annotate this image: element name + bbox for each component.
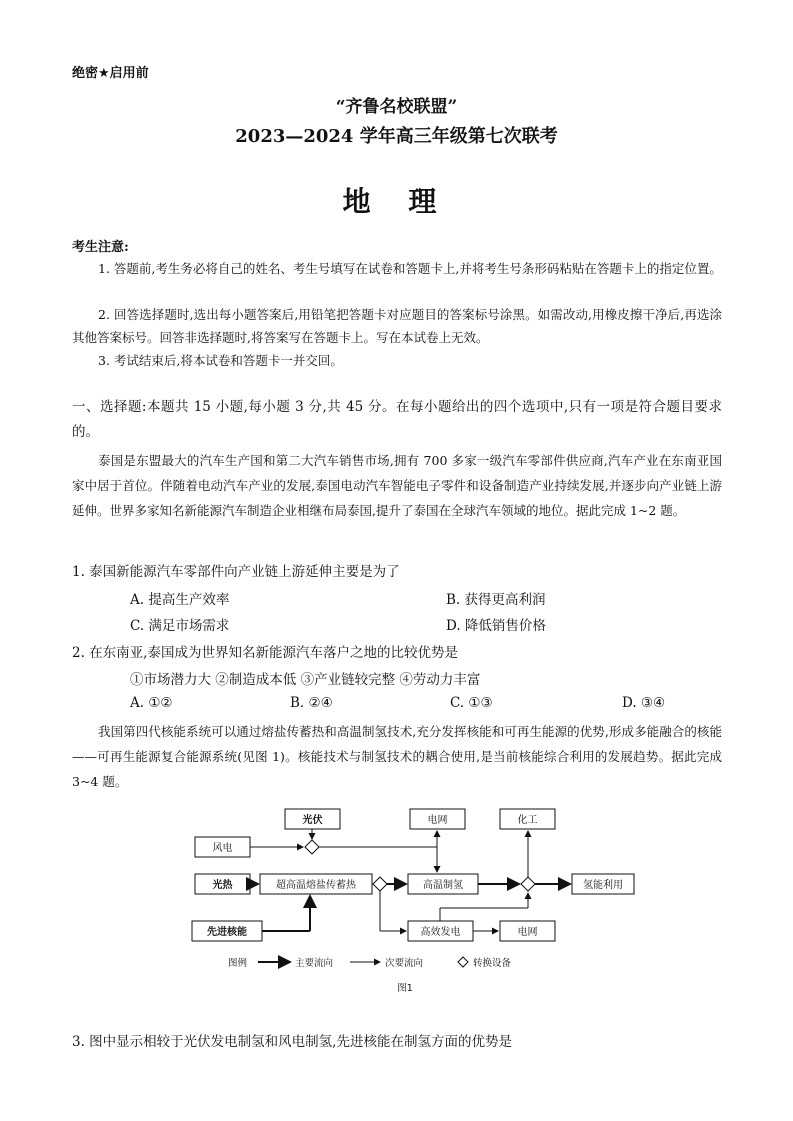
figure-1-diagram — [180, 802, 640, 997]
device-diamond-1 — [305, 840, 319, 854]
node-grid-top: 电网 — [427, 815, 448, 826]
q2-items: ①市场潜力大 ②制造成本低 ③产业链较完整 ④劳动力丰富 — [130, 672, 481, 688]
question-2-stem: 2. 在东南亚,泰国成为世界知名新能源汽车落户之地的比较优势是 — [72, 645, 458, 661]
node-solar-thermal: 光热 — [212, 880, 233, 891]
node-molten-salt: 超高温熔盐传蓄热 — [276, 880, 356, 891]
subject-title: 地 理 — [342, 185, 451, 218]
notice-item-2: 2. 回答选择题时,选出每小题答案后,用铅笔把答题卡对应题目的答案标号涂黑。如需改动,用橡皮擦干净后,再选涂其他答案标号。回答非选择题时,将答案写在答题卡上。写在本试卷上无效。 — [72, 307, 722, 345]
q2-option-d: D. ③④ — [622, 695, 666, 711]
node-h2-use: 氢能利用 — [583, 880, 623, 891]
notice-item-1: 1. 答题前,考生务必将自己的姓名、考生号填写在试卷和答题卡上,并将考生号条形码粘贴在答题卡上的指定位置。 — [98, 261, 722, 276]
notice-title: 考生注意: — [72, 240, 129, 255]
q2-option-a: A. ①② — [130, 695, 173, 711]
section-heading: 一、选择题:本题共 15 小题,每小题 3 分,共 45 分。在每小题给出的四个选项中,只有一项是符合题目要求的。 — [72, 399, 722, 440]
confidential-label: 绝密★启用前 — [72, 66, 149, 81]
node-chem: 化工 — [517, 815, 538, 826]
node-wind: 风电 — [212, 843, 233, 854]
node-h2-prod: 高温制氢 — [423, 880, 463, 891]
q1-option-b: B. 获得更高利润 — [446, 592, 546, 608]
q2-option-c: C. ①③ — [450, 695, 493, 711]
node-power-gen: 高效发电 — [420, 927, 461, 938]
question-1-stem: 1. 泰国新能源汽车零部件向产业链上游延伸主要是为了 — [72, 564, 400, 580]
q1-option-d: D. 降低销售价格 — [446, 618, 546, 634]
legend-label: 图例 — [228, 958, 248, 969]
node-pv: 光伏 — [302, 815, 323, 826]
question-3-stem: 3. 图中显示相较于光伏发电制氢和风电制氢,先进核能在制氢方面的优势是 — [72, 1034, 512, 1050]
legend-device: 转换设备 — [473, 958, 512, 969]
device-diamond-3 — [521, 877, 535, 891]
legend-main: 主要流向 — [295, 958, 334, 969]
node-nuclear: 先进核能 — [207, 927, 247, 938]
device-diamond-2 — [373, 877, 387, 891]
q1-option-a: A. 提高生产效率 — [130, 592, 230, 608]
q2-option-b: B. ②④ — [290, 695, 333, 711]
passage-nuclear: 我国第四代核能系统可以通过熔盐传蓄热和高温制氢技术,充分发挥核能和可再生能源的优势,形成多能融合的核能——可再生能源复合能源系统(见图 1)。核能技术与制氢技术的耦合使用,是当前核能综合利用的发展趋势。据此完成 3~4 题。 — [72, 724, 722, 789]
node-grid-bottom: 电网 — [517, 927, 538, 938]
passage-thailand: 泰国是东盟最大的汽车生产国和第二大汽车销售市场,拥有 700 多家一级汽车零部件供应商,汽车产业在东南亚国家中居于首位。伴随着电动汽车产业的发展,泰国电动汽车智能电子零件和设备制造产业持续发展,并逐步向产业链上游延伸。世界多家知名新能源汽车制造企业相继布局泰国,提升了泰国在全球汽车领域的地位。据此完成 1~2 题。 — [72, 453, 722, 518]
legend-secondary: 次要流向 — [385, 958, 424, 969]
notice-item-3: 3. 考试结束后,将本试卷和答题卡一并交回。 — [98, 353, 343, 368]
figure-caption: 图1 — [397, 983, 413, 994]
league-title: “齐鲁名校联盟” — [335, 97, 458, 117]
exam-title: 2023—2024 学年高三年级第七次联考 — [235, 126, 558, 147]
q1-option-c: C. 满足市场需求 — [130, 618, 230, 634]
